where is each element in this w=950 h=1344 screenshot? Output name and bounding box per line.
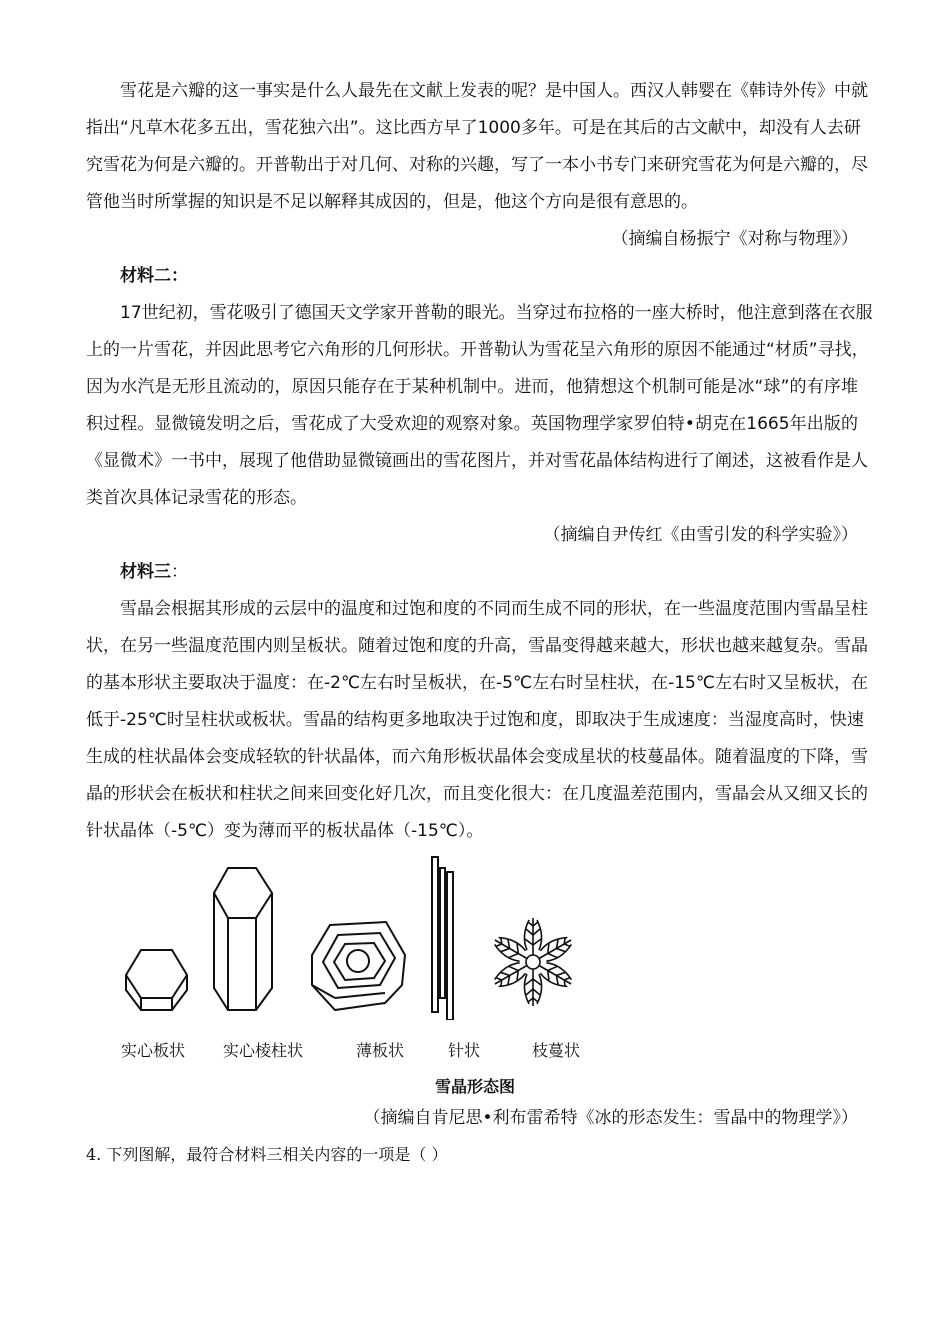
text-line: 积过程。显微镜发明之后，雪花成了大受欢迎的观察对象。英国物理学家罗伯特•胡克在1665年出版的 xyxy=(86,414,858,434)
material2-heading xyxy=(86,258,858,295)
question-4: 4. 下列图解，最符合材料三相关内容的一项是（ ） xyxy=(86,1145,448,1164)
text-line: 状，在另一些温度范围内则呈板状。随着过饱和度的升高，雪晶变得越来越大，形状也越来越复杂。雪晶 xyxy=(86,636,868,656)
figure-caption: 雪晶形态图 xyxy=(434,1077,516,1096)
needle-drawing xyxy=(432,857,453,1020)
solid-column-drawing xyxy=(214,868,272,1010)
snow-crystal-figure xyxy=(0,850,950,1020)
text-line: 管他当时所掌握的知识是不足以解释其成因的，但是，他这个方向是很有意思的。 xyxy=(86,192,698,212)
material1-source: （摘编自杨振宁《对称与物理》） xyxy=(611,229,858,249)
text-line: 类首次具体记录雪花的形态。 xyxy=(86,488,307,508)
heading-colon: ： xyxy=(171,266,188,286)
text-line: 的基本形状主要取决于温度：在-2℃左右时呈板状，在-5℃左右时呈柱状，在-15℃左右时又呈板状，在 xyxy=(86,673,868,693)
material3-paragraph xyxy=(86,591,868,850)
text-line: 生成的柱状晶体会变成轻软的针状晶体，而六角形板状晶体会变成星状的枝蔓晶体。随着温度的下降，雪 xyxy=(86,747,868,767)
heading-text: 材料三 xyxy=(120,562,171,582)
text-line: 低于-25℃时呈柱状或板状。雪晶的结构更多地取决于过饱和度，即取决于生成速度：当湿度高时，快速 xyxy=(86,710,864,730)
text-line: 指出“凡草木花多五出，雪花独六出”。这比西方早了1000多年。可是在其后的古文献中，却没有人去研 xyxy=(86,118,861,138)
text-line: 针状晶体（-5℃）变为薄而平的板状晶体（-15℃）。 xyxy=(86,821,484,841)
label-solid-plate: 实心板状 xyxy=(120,1041,186,1060)
text-line: 因为水汽是无形且流动的，原因只能存在于某种机制中。进而，他猜想这个机制可能是冰“球”的有序堆 xyxy=(86,377,858,397)
label-solid-column: 实心棱柱状 xyxy=(222,1041,304,1060)
solid-plate-drawing xyxy=(126,950,187,1010)
text-line: 雪晶会根据其形成的云层中的温度和过饱和度的不同而生成不同的形状，在一些温度范围内雪晶呈柱 xyxy=(120,599,868,619)
text-line: 《显微术》一书中，展现了他借助显微镜画出的雪花图片，并对雪花晶体结构进行了阐述，这被看作是人 xyxy=(86,451,868,471)
material3-heading xyxy=(86,554,858,591)
material3-source: （摘编自肯尼思•利布雷希特《冰的形态发生：雪晶中的物理学》） xyxy=(363,1108,858,1128)
label-dendrite: 枝蔓状 xyxy=(531,1041,581,1060)
text-line: 17世纪初，雪花吸引了德国天文学家开普勒的眼光。当穿过布拉格的一座大桥时，他注意到落在衣服 xyxy=(120,303,873,323)
text-line: 上的一片雪花，并因此思考它六角形的几何形状。开普勒认为雪花呈六角形的原因不能通过“材质”寻找， xyxy=(86,340,869,360)
label-needle: 针状 xyxy=(447,1041,481,1060)
text-line: 究雪花为何是六瓣的。开普勒出于对几何、对称的兴趣，写了一本小书专门来研究雪花为何是六瓣的，尽 xyxy=(86,155,868,175)
material1-paragraph xyxy=(86,73,868,221)
heading-colon: ： xyxy=(171,562,188,582)
material2-paragraph xyxy=(86,295,873,517)
dendrite-drawing xyxy=(491,918,576,1006)
thin-plate-drawing xyxy=(312,922,405,1010)
heading-text: 材料二 xyxy=(120,266,171,286)
text-line: 雪花是六瓣的这一事实是什么人最先在文献上发表的呢？是中国人。西汉人韩婴在《韩诗外传》中就 xyxy=(120,81,868,101)
document-body xyxy=(86,73,873,850)
label-thin-plate: 薄板状 xyxy=(355,1041,405,1060)
material2-source: （摘编自尹传红《由雪引发的科学实验》） xyxy=(543,525,858,545)
text-line: 晶的形状会在板状和柱状之间来回变化好几次，而且变化很大：在几度温差范围内，雪晶会从又细又长的 xyxy=(86,784,868,804)
